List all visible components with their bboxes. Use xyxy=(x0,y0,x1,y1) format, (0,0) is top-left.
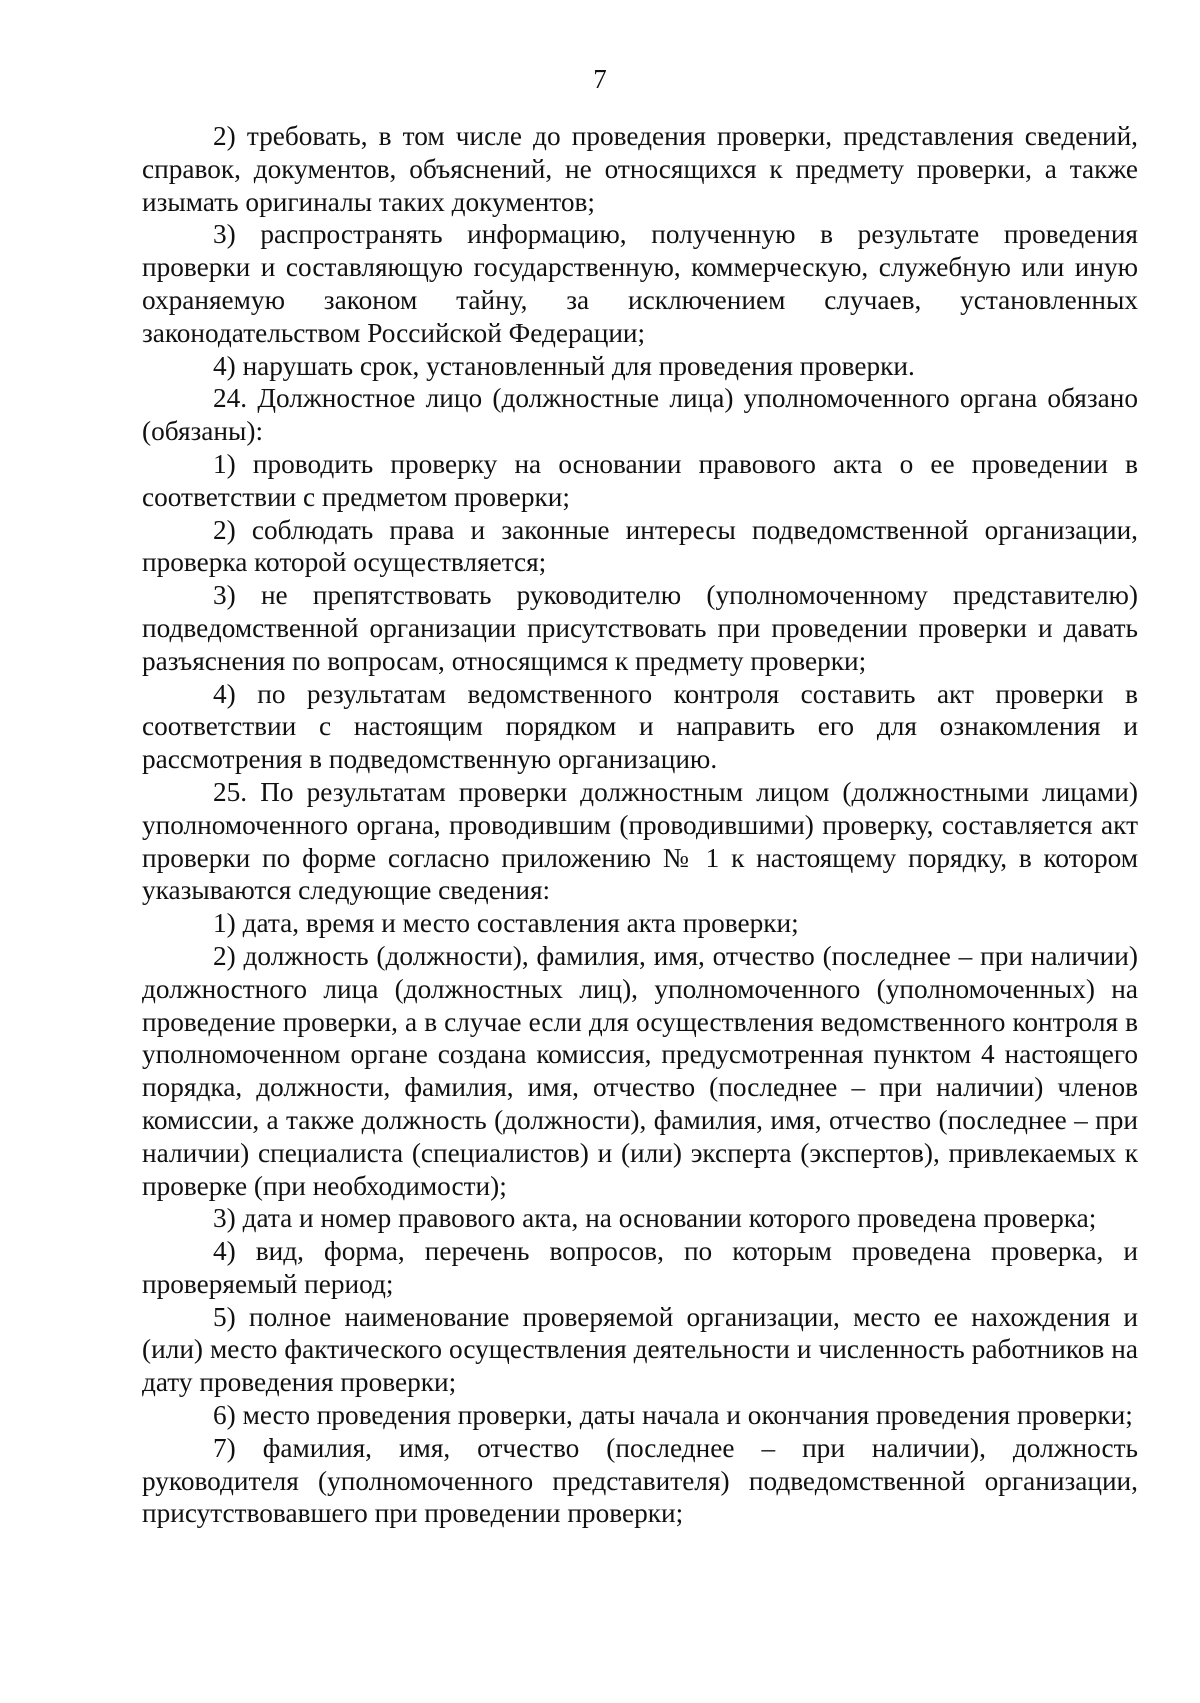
paragraph-24-item-2: 2) соблюдать права и законные интересы подведомственной организации, проверка которой осуществляется; xyxy=(142,514,1138,578)
paragraph-25-item-6: 6) место проведения проверки, даты начала и окончания проведения проверки; xyxy=(213,1400,1133,1431)
paragraph-24-item-3: 3) не препятствовать руководителю (уполномоченному представителю) подведомственной организации присутствовать при проведении проверки и давать разъяснения по вопросам, относящимся к предмету проверки; xyxy=(142,580,1138,676)
paragraph-25-item-3: 3) дата и номер правового акта, на основании которого проведена проверка; xyxy=(213,1203,1097,1234)
paragraph-25-item-1: 1) дата, время и место составления акта проверки; xyxy=(213,908,799,939)
paragraph-section-24: 24. Должностное лицо (должностные лица) уполномоченного органа обязано (обязаны): xyxy=(142,383,1138,447)
paragraph-25-item-4: 4) вид, форма, перечень вопросов, по которым проведена проверка, и проверяемый период; xyxy=(142,1236,1138,1299)
paragraph-item-4-deadline: 4) нарушать срок, установленный для проведения проверки. xyxy=(213,350,915,381)
paragraph-25-item-2: 2) должность (должности), фамилия, имя, отчество (последнее – при наличии) должностного лица (должностных лиц), уполномоченного (уполномоченных) на проведение проверки, а в случае если для осуществления ведомственного контроля в уполномоченном органе создана комиссия, предусмотренная пунктом 4 настоящего порядка, должности, фамилия, имя, отчество (последнее – при наличии) членов комиссии, а также должность (должности), фамилия, имя, отчество (последнее – при наличии) специалиста (специалистов) и (или) эксперта (экспертов), привлекаемых к проверке (при необходимости); xyxy=(142,940,1138,1201)
paragraph-item-2-requirement: 2) требовать, в том числе до проведения проверки, представления сведений, справок, документов, объяснений, не относящихся к предмету проверки, а также изымать оригиналы таких документов; xyxy=(142,121,1138,217)
page-number: 7 xyxy=(593,64,607,94)
document-body xyxy=(142,120,1138,1530)
paragraph-24-item-1: 1) проводить проверку на основании правового акта о ее проведении в соответствии с предметом проверки; xyxy=(142,448,1138,512)
paragraph-item-3-disclosure: 3) распространять информацию, полученную в результате проведения проверки и составляющую государственную, коммерческую, служебную или иную охраняемую законом тайну, за исключением случаев, установленных законодательством Российской Федерации; xyxy=(142,219,1138,348)
paragraph-24-item-4: 4) по результатам ведомственного контроля составить акт проверки в соответствии с настоящим порядком и направить его для ознакомления и рассмотрения в подведомственную организацию. xyxy=(142,678,1138,775)
paragraph-25-item-5: 5) полное наименование проверяемой организации, место ее нахождения и (или) место фактического осуществления деятельности и численность работников на дату проведения проверки; xyxy=(142,1301,1138,1398)
paragraph-section-25: 25. По результатам проверки должностным лицом (должностными лицами) уполномоченного органа, проводившим (проводившими) проверку, составляется акт проверки по форме согласно приложению № 1 к настоящему порядку, в котором указываются следующие сведения: xyxy=(142,776,1138,906)
paragraph-25-item-7: 7) фамилия, имя, отчество (последнее – при наличии), должность руководителя (уполномоченного представителя) подведомственной организации, присутствовавшего при проведении проверки; xyxy=(142,1432,1138,1529)
